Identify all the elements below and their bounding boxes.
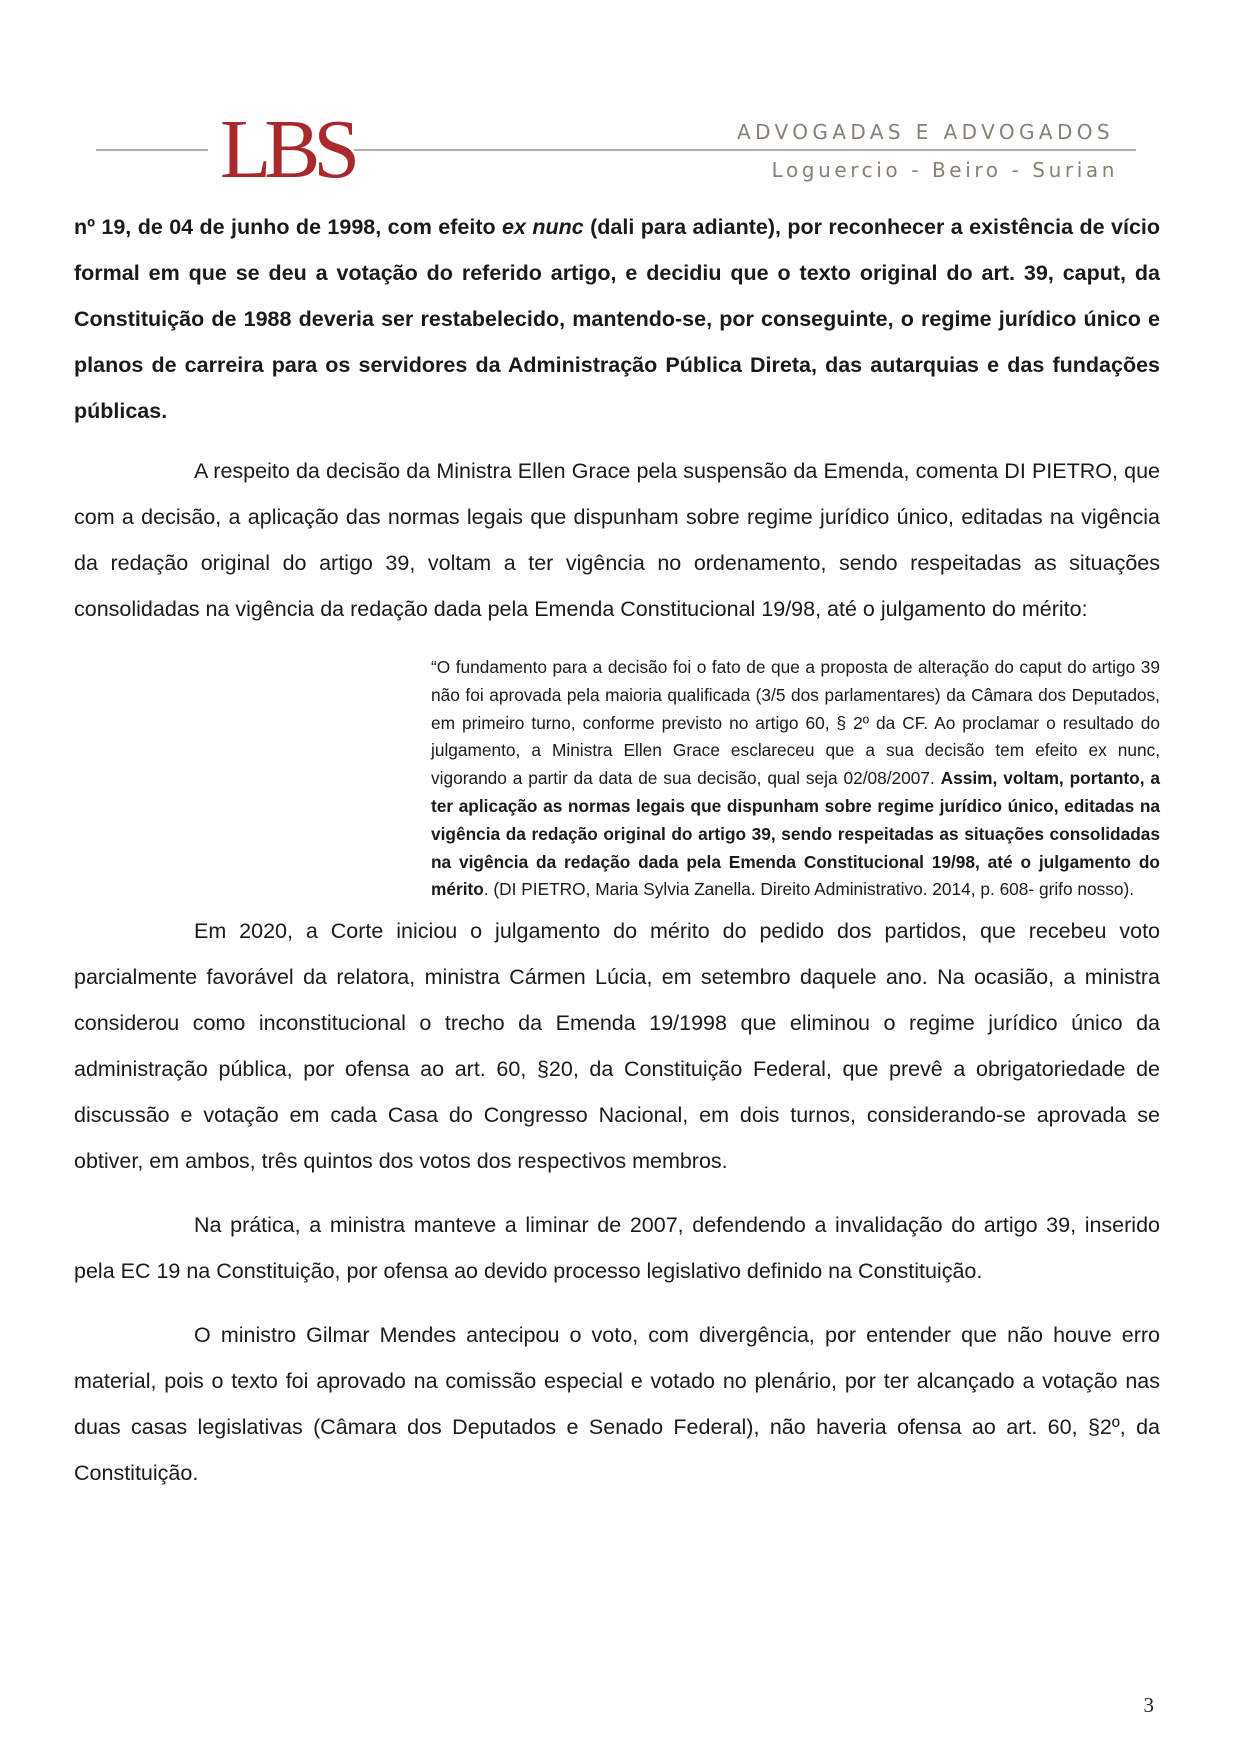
letterhead [0,0,1240,200]
firm-tagline: ADVOGADAS E ADVOGADOS [737,120,1114,144]
paragraph-5: O ministro Gilmar Mendes antecipou o voto, com divergência, por entender que não houve erro material, pois o texto foi aprovado na comissão especial e votado no plenário, por ter alcançado a votação nas duas casas legislativas (Câmara dos Deputados e Senado Federal), não haveria ofensa ao art. 60, §2º, da Constituição. [74,1323,1160,1486]
partner-names: Loguercio - Beiro - Surian [771,158,1118,182]
quote-bold: Assim, voltam, portanto, a ter aplicação as normas legais que dispunham sobre regime jurídico único, editadas na vigência da redação original do artigo 39, sendo respeitadas as situações consolidadas na vigência da redação dada pela Emenda Constitucional 19/98, até o julgamento do mérito [431,768,1161,900]
lbs-logo: LBS [220,103,354,196]
block-quote [431,654,1160,904]
paragraph-4: Na prática, a ministra manteve a liminar de 2007, defendendo a invalidação do artigo 39, inserido pela EC 19 na Constituição, por ofensa ao devido processo legislativo definido na Constituição. [74,1213,1160,1284]
paragraph-1-start: nº 19, de 04 de junho de 1998, com efeito [74,215,503,239]
paragraph-3: Em 2020, a Corte iniciou o julgamento do mérito do pedido dos partidos, que recebeu voto parcialmente favorável da relatora, ministra Cármen Lúcia, em setembro daquele ano. Na ocasião, a ministra considerou como inconstitucional o trecho da Emenda 19/1998 que eliminou o regime jurídico único da administração pública, por ofensa ao art. 60, §20, da Constituição Federal, que prevê a obrigatoriedade de discussão e votação em cada Casa do Congresso Nacional, em dois turnos, considerando-se aprovada se obtiver, em ambos, três quintos dos votos dos respectivos membros. [74,919,1160,1174]
paragraph-1 [74,204,1160,434]
quote-end: . (DI PIETRO, Maria Sylvia Zanella. Direito Administrativo. 2014, p. 608- grifo nosso). [483,879,1135,900]
document-body [74,204,1160,1496]
quote-start: “O fundamento para a decisão foi o fato de que a proposta de alteração do caput do artigo 39 não foi aprovada pela maioria qualificada (3/5 dos parlamentares) da Câmara dos Deputados, em primeiro turno, conforme previsto no artigo 60, § 2º da CF. Ao proclamar o resultado do julgamento, a Ministra Ellen Grace esclareceu que a sua decisão tem efeito ex nunc, vigorando a partir da data de sua decisão, qual seja 02/08/2007. [431,657,1160,789]
paragraph-1-end: (dali para adiante), por reconhecer a existência de vício formal em que se deu a votação do referido artigo, e decidiu que o texto original do art. 39, caput, da Constituição de 1988 deveria ser restabelecido, mantendo-se, por conseguinte, o regime jurídico único e planos de carreira para os servidores da Administração Pública Direta, das autarquias e das fundações públicas. [74,215,1161,423]
header-rule-right [354,149,1136,151]
header-rule-left [96,149,208,151]
paragraph-2: A respeito da decisão da Ministra Ellen Grace pela suspensão da Emenda, comenta DI PIETRO, que com a decisão, a aplicação das normas legais que dispunham sobre regime jurídico único, editadas na vigência da redação original do artigo 39, voltam a ter vigência no ordenamento, sendo respeitadas as situações consolidadas na vigência da redação dada pela Emenda Constitucional 19/98, até o julgamento do mérito: [74,459,1160,621]
paragraph-1-emphasis: ex nunc [502,215,584,239]
page-number: 3 [1143,1693,1154,1717]
